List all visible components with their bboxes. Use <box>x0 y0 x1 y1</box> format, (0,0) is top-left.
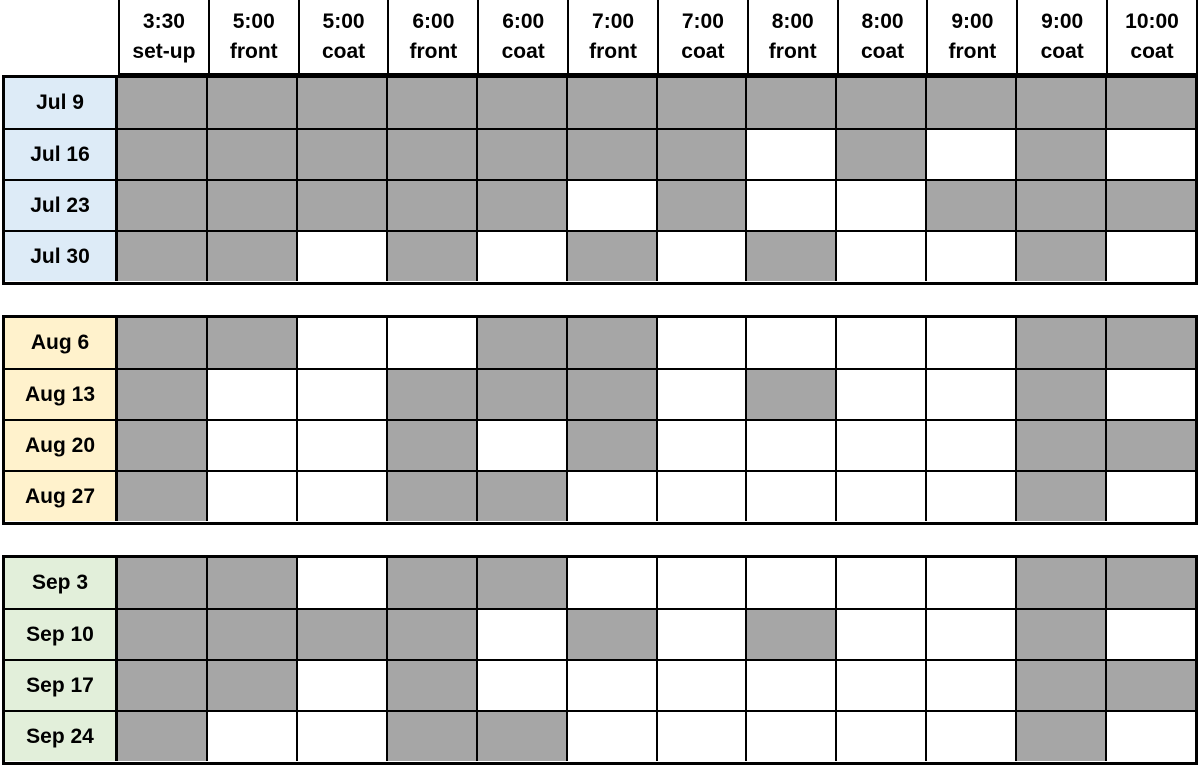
column-time: 9:00 <box>1041 9 1084 33</box>
filled-cell <box>1105 318 1195 368</box>
filled-cell <box>386 78 476 128</box>
empty-cell <box>476 661 566 710</box>
filled-cell <box>206 130 296 179</box>
empty-cell <box>476 232 566 281</box>
empty-cell <box>656 370 746 419</box>
filled-cell <box>1015 610 1105 659</box>
filled-cell <box>118 712 206 761</box>
column-task: front <box>589 39 637 63</box>
column-header <box>477 0 567 73</box>
empty-cell <box>835 712 925 761</box>
column-task: coat <box>1130 39 1174 63</box>
column-header <box>1106 0 1196 73</box>
filled-cell <box>118 472 206 521</box>
empty-cell <box>745 130 835 179</box>
empty-cell <box>656 318 746 368</box>
filled-cell <box>1015 421 1105 470</box>
filled-cell <box>476 181 566 230</box>
empty-cell <box>1105 472 1195 521</box>
filled-cell <box>745 78 835 128</box>
filled-cell <box>206 318 296 368</box>
schedule-row <box>5 659 1195 710</box>
empty-cell <box>745 712 835 761</box>
filled-cell <box>206 558 296 608</box>
empty-cell <box>835 558 925 608</box>
empty-cell <box>835 610 925 659</box>
empty-cell <box>835 370 925 419</box>
column-header <box>208 0 298 73</box>
august-block <box>2 315 1198 525</box>
filled-cell <box>1015 318 1105 368</box>
empty-cell <box>925 610 1015 659</box>
column-header <box>120 0 208 73</box>
column-time: 6:00 <box>502 9 545 33</box>
empty-cell <box>566 661 656 710</box>
filled-cell <box>656 181 746 230</box>
september-block <box>2 555 1198 765</box>
filled-cell <box>118 370 206 419</box>
filled-cell <box>1105 421 1195 470</box>
schedule-row <box>5 179 1195 230</box>
empty-cell <box>476 421 566 470</box>
empty-cell <box>296 232 386 281</box>
empty-cell <box>566 181 656 230</box>
column-time: 10:00 <box>1125 9 1179 33</box>
schedule-row <box>5 78 1195 128</box>
filled-cell <box>835 130 925 179</box>
column-task: front <box>948 39 997 63</box>
filled-cell <box>566 78 656 128</box>
column-time: 5:00 <box>232 9 275 33</box>
filled-cell <box>476 130 566 179</box>
empty-cell <box>656 232 746 281</box>
filled-cell <box>566 318 656 368</box>
column-header <box>567 0 657 73</box>
date-label: Aug 13 <box>5 370 118 419</box>
filled-cell <box>656 78 746 128</box>
column-task: coat <box>321 39 366 63</box>
date-label: Aug 27 <box>5 472 118 521</box>
empty-cell <box>296 558 386 608</box>
empty-cell <box>1105 610 1195 659</box>
schedule-row <box>5 470 1195 521</box>
filled-cell <box>296 610 386 659</box>
filled-cell <box>745 370 835 419</box>
date-label: Aug 20 <box>5 421 118 470</box>
empty-cell <box>1105 232 1195 281</box>
empty-cell <box>656 421 746 470</box>
date-label: Aug 6 <box>5 318 118 368</box>
empty-cell <box>656 610 746 659</box>
filled-cell <box>296 78 386 128</box>
date-label: Jul 9 <box>5 78 118 128</box>
empty-cell <box>835 421 925 470</box>
filled-cell <box>476 472 566 521</box>
filled-cell <box>206 181 296 230</box>
schedule-row <box>5 710 1195 761</box>
column-time: 6:00 <box>412 9 455 33</box>
empty-cell <box>925 558 1015 608</box>
filled-cell <box>476 712 566 761</box>
schedule-row <box>5 318 1195 368</box>
empty-cell <box>296 318 386 368</box>
empty-cell <box>656 661 746 710</box>
empty-cell <box>296 370 386 419</box>
empty-cell <box>206 421 296 470</box>
schedule-row <box>5 368 1195 419</box>
empty-cell <box>386 318 476 368</box>
empty-cell <box>656 558 746 608</box>
filled-cell <box>206 232 296 281</box>
empty-cell <box>925 472 1015 521</box>
empty-cell <box>566 472 656 521</box>
column-time: 7:00 <box>592 9 635 33</box>
empty-cell <box>206 472 296 521</box>
empty-cell <box>1105 712 1195 761</box>
column-time: 8:00 <box>861 9 904 33</box>
filled-cell <box>1015 181 1105 230</box>
date-label: Sep 3 <box>5 558 118 608</box>
filled-cell <box>296 130 386 179</box>
filled-cell <box>925 78 1015 128</box>
empty-cell <box>745 421 835 470</box>
empty-cell <box>206 712 296 761</box>
filled-cell <box>386 558 476 608</box>
empty-cell <box>1105 370 1195 419</box>
filled-cell <box>386 130 476 179</box>
empty-cell <box>745 558 835 608</box>
filled-cell <box>1015 130 1105 179</box>
date-label: Sep 24 <box>5 712 118 761</box>
filled-cell <box>1105 181 1195 230</box>
empty-cell <box>925 712 1015 761</box>
empty-cell <box>745 472 835 521</box>
empty-cell <box>745 318 835 368</box>
column-time: 7:00 <box>681 9 724 33</box>
filled-cell <box>925 181 1015 230</box>
column-header <box>1016 0 1106 73</box>
schedule-row <box>5 128 1195 179</box>
empty-cell <box>925 318 1015 368</box>
filled-cell <box>118 421 206 470</box>
filled-cell <box>386 472 476 521</box>
column-time: 3:30 <box>142 9 185 33</box>
date-label: Sep 17 <box>5 661 118 710</box>
filled-cell <box>566 370 656 419</box>
column-task: front <box>409 39 458 63</box>
empty-cell <box>745 661 835 710</box>
empty-cell <box>296 661 386 710</box>
date-label: Jul 23 <box>5 181 118 230</box>
filled-cell <box>118 558 206 608</box>
filled-cell <box>386 661 476 710</box>
filled-cell <box>386 370 476 419</box>
empty-cell <box>835 472 925 521</box>
empty-cell <box>1105 130 1195 179</box>
column-header <box>387 0 477 73</box>
filled-cell <box>118 181 206 230</box>
filled-cell <box>296 181 386 230</box>
filled-cell <box>206 610 296 659</box>
column-time: 5:00 <box>322 9 365 33</box>
filled-cell <box>1015 78 1105 128</box>
empty-cell <box>925 661 1015 710</box>
schedule-row <box>5 608 1195 659</box>
filled-cell <box>386 181 476 230</box>
filled-cell <box>118 661 206 710</box>
column-header-row <box>118 0 1198 76</box>
empty-cell <box>925 232 1015 281</box>
schedule-row <box>5 419 1195 470</box>
filled-cell <box>476 318 566 368</box>
empty-cell <box>745 181 835 230</box>
empty-cell <box>925 130 1015 179</box>
schedule-row <box>5 558 1195 608</box>
filled-cell <box>476 558 566 608</box>
filled-cell <box>745 232 835 281</box>
empty-cell <box>835 661 925 710</box>
filled-cell <box>206 78 296 128</box>
filled-cell <box>118 318 206 368</box>
empty-cell <box>925 421 1015 470</box>
column-task: coat <box>681 39 725 63</box>
column-time: 8:00 <box>771 9 814 33</box>
empty-cell <box>835 181 925 230</box>
empty-cell <box>296 712 386 761</box>
filled-cell <box>1015 232 1105 281</box>
empty-cell <box>206 370 296 419</box>
column-task: coat <box>501 39 545 63</box>
column-task: coat <box>1040 39 1084 63</box>
schedule-row <box>5 230 1195 281</box>
filled-cell <box>1015 558 1105 608</box>
filled-cell <box>566 610 656 659</box>
filled-cell <box>206 661 296 710</box>
filled-cell <box>1105 78 1195 128</box>
column-header <box>657 0 747 73</box>
column-task: front <box>229 39 278 63</box>
filled-cell <box>476 78 566 128</box>
filled-cell <box>1105 558 1195 608</box>
filled-cell <box>835 78 925 128</box>
filled-cell <box>118 78 206 128</box>
column-task: front <box>768 39 817 63</box>
empty-cell <box>656 712 746 761</box>
column-header <box>298 0 388 73</box>
filled-cell <box>386 421 476 470</box>
filled-cell <box>386 712 476 761</box>
filled-cell <box>566 232 656 281</box>
july-block <box>2 75 1198 285</box>
column-time: 9:00 <box>951 9 994 33</box>
filled-cell <box>1105 661 1195 710</box>
filled-cell <box>656 130 746 179</box>
filled-cell <box>745 610 835 659</box>
filled-cell <box>118 232 206 281</box>
filled-cell <box>386 610 476 659</box>
filled-cell <box>1015 712 1105 761</box>
filled-cell <box>566 421 656 470</box>
column-header <box>926 0 1016 73</box>
filled-cell <box>118 130 206 179</box>
empty-cell <box>925 370 1015 419</box>
filled-cell <box>118 610 206 659</box>
date-label: Sep 10 <box>5 610 118 659</box>
filled-cell <box>1015 370 1105 419</box>
column-header <box>747 0 837 73</box>
empty-cell <box>656 472 746 521</box>
filled-cell <box>1015 472 1105 521</box>
filled-cell <box>386 232 476 281</box>
empty-cell <box>296 472 386 521</box>
date-label: Jul 16 <box>5 130 118 179</box>
column-task: set-up <box>132 39 196 63</box>
filled-cell <box>1015 661 1105 710</box>
filled-cell <box>566 130 656 179</box>
empty-cell <box>835 232 925 281</box>
date-label: Jul 30 <box>5 232 118 281</box>
empty-cell <box>566 558 656 608</box>
empty-cell <box>835 318 925 368</box>
empty-cell <box>476 610 566 659</box>
column-header <box>837 0 927 73</box>
empty-cell <box>566 712 656 761</box>
filled-cell <box>476 370 566 419</box>
column-task: coat <box>860 39 905 63</box>
empty-cell <box>296 421 386 470</box>
